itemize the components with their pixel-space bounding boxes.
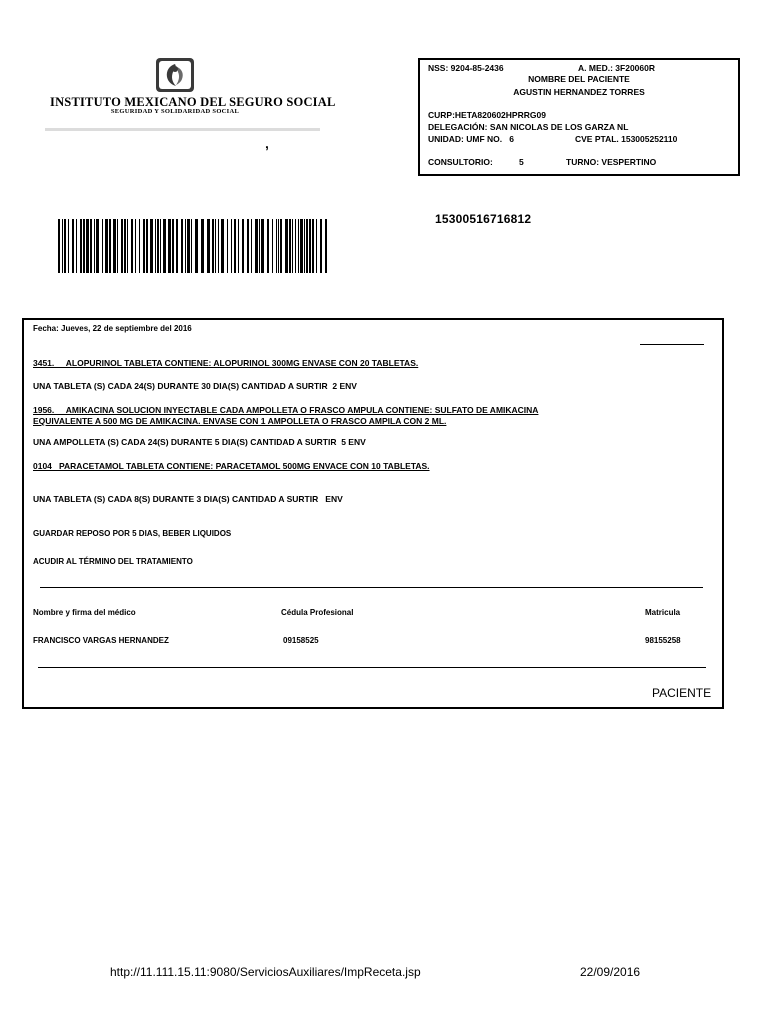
date-rule — [640, 344, 704, 345]
cedula-label: Cédula Profesional — [281, 608, 354, 617]
prescription-box — [22, 318, 724, 709]
prescription-date: Fecha: Jueves, 22 de septiembre del 2016 — [33, 324, 192, 333]
barcode-bar — [280, 219, 282, 273]
barcode-bar — [251, 219, 252, 273]
barcode-bar — [298, 219, 299, 273]
barcode-bar — [215, 219, 216, 273]
barcode-bar — [231, 219, 232, 273]
med-item-3: 0104 PARACETAMOL TABLETA CONTIENE: PARACETAMOL 500MG ENVACE CON 10 TABLETAS. — [33, 461, 430, 471]
stray-mark: ʼ — [265, 143, 269, 159]
barcode-bar — [300, 219, 303, 273]
nss: NSS: 9204-85-2436 — [428, 63, 504, 73]
barcode-bar — [255, 219, 258, 273]
barcode-bar — [242, 219, 244, 273]
barcode-bar — [227, 219, 228, 273]
barcode-bar — [312, 219, 314, 273]
barcode-bar — [320, 219, 322, 273]
barcode-bar — [68, 219, 69, 273]
consultorio-label: CONSULTORIO: — [428, 157, 493, 167]
institution-name: INSTITUTO MEXICANO DEL SEGURO SOCIAL — [50, 95, 336, 109]
patient-name-label: NOMBRE DEL PACIENTE — [528, 74, 630, 84]
barcode-bar — [267, 219, 269, 273]
consultorio-number: 5 — [519, 157, 524, 167]
doctor-name: FRANCISCO VARGAS HERNANDEZ — [33, 636, 169, 645]
turno: TURNO: VESPERTINO — [566, 157, 657, 167]
dose-item-1: UNA TABLETA (S) CADA 24(S) DURANTE 30 DIA(S) CANTIDAD A SURTIR 2 ENV — [33, 381, 357, 391]
barcode-bar — [292, 219, 293, 273]
barcode-bar — [176, 219, 178, 273]
barcode-bar — [113, 219, 116, 273]
imss-logo-icon — [155, 57, 195, 93]
barcode-bar — [295, 219, 296, 273]
barcode-bar — [304, 219, 305, 273]
barcode-bar — [191, 219, 192, 273]
barcode-bar — [234, 219, 236, 273]
cve-ptal: CVE PTAL. 153005252110 — [575, 134, 678, 144]
barcode-bar — [325, 219, 327, 273]
barcode-bar — [139, 219, 140, 273]
barcode-bar — [212, 219, 214, 273]
barcode-bar — [172, 219, 174, 273]
barcode-bar — [124, 219, 126, 273]
footer-date: 22/09/2016 — [580, 965, 641, 979]
barcode-bar — [238, 219, 239, 273]
med-item-2: 1956. AMIKACINA SOLUCION INYECTABLE CADA AMPOLLETA O FRASCO AMPULA CONTIENE: SULFATO DE AMIKACINA — [33, 405, 539, 415]
institution-tagline: SEGURIDAD Y SOLIDARIDAD SOCIAL — [110, 108, 240, 115]
barcode-bar — [90, 219, 92, 273]
doctor-label: Nombre y firma del médico — [33, 608, 136, 617]
barcode-bar — [309, 219, 311, 273]
barcode-bar — [109, 219, 111, 273]
barcode-bar — [83, 219, 85, 273]
barcode-bar — [117, 219, 118, 273]
barcode-bar — [105, 219, 108, 273]
barcode-bar — [64, 219, 66, 273]
barcode-bar — [143, 219, 145, 273]
barcode-bar — [62, 219, 63, 273]
barcode-number: 15300516716812 — [435, 212, 532, 226]
med-item-1: 3451. ALOPURINOL TABLETA CONTIENE: ALOPURINOL 300MG ENVASE CON 20 TABLETAS. — [33, 358, 419, 368]
barcode-bar — [247, 219, 249, 273]
barcode-bar — [185, 219, 186, 273]
barcode-bar — [135, 219, 136, 273]
barcode-bar — [316, 219, 317, 273]
barcode-bar — [72, 219, 74, 273]
note-followup: ACUDIR AL TÉRMINO DEL TRATAMIENTO — [33, 557, 193, 566]
a-med: A. MED.: 3F20060R — [578, 63, 655, 73]
barcode-bar — [155, 219, 156, 273]
barcode-bar — [207, 219, 210, 273]
barcode-bar — [289, 219, 291, 273]
barcode-bar — [76, 219, 77, 273]
barcode-bar — [218, 219, 219, 273]
barcode-bar — [221, 219, 224, 273]
patient-name: AGUSTIN HERNANDEZ TORRES — [513, 87, 645, 97]
matricula-label: Matricula — [645, 608, 681, 617]
barcode-bar — [276, 219, 277, 273]
barcode-bar — [278, 219, 279, 273]
barcode-bar — [181, 219, 183, 273]
matricula-number: 98155258 — [645, 636, 681, 645]
footer-url[interactable]: http://11.111.15.11:9080/ServiciosAuxiliares/ImpReceta.jsp — [110, 965, 421, 979]
barcode-bar — [150, 219, 153, 273]
barcode-bar — [259, 219, 260, 273]
barcode-bar — [131, 219, 133, 273]
signature-bottom-rule — [38, 667, 706, 668]
barcode-bar — [187, 219, 190, 273]
barcode-bar — [272, 219, 273, 273]
barcode-bar — [261, 219, 264, 273]
barcode-bar — [201, 219, 204, 273]
copy-label: PACIENTE — [652, 686, 712, 700]
barcode-bar — [102, 219, 103, 273]
barcode-bar — [80, 219, 82, 273]
barcode-image — [58, 219, 330, 273]
barcode-bar — [195, 219, 198, 273]
barcode-bar — [160, 219, 161, 273]
note-rest: GUARDAR REPOSO POR 5 DIAS, BEBER LIQUIDOS — [33, 529, 232, 538]
barcode-bar — [163, 219, 166, 273]
barcode-bar — [157, 219, 159, 273]
barcode-bar — [94, 219, 95, 273]
dose-item-3: UNA TABLETA (S) CADA 8(S) DURANTE 3 DIA(S) CANTIDAD A SURTIR ENV — [33, 494, 343, 504]
barcode-bar — [58, 219, 60, 273]
cedula-number: 09158525 — [283, 636, 319, 645]
unidad: UNIDAD: UMF NO. 6 — [428, 134, 514, 144]
signature-top-rule — [40, 587, 703, 588]
header-divider — [45, 128, 320, 131]
barcode-bar — [146, 219, 148, 273]
barcode-bar — [168, 219, 171, 273]
barcode-bar — [127, 219, 128, 273]
dose-item-2: UNA AMPOLLETA (S) CADA 24(S) DURANTE 5 DIA(S) CANTIDAD A SURTIR 5 ENV — [33, 437, 366, 447]
curp: CURP:HETA820602HPRRG09 — [428, 110, 546, 120]
barcode-bar — [86, 219, 89, 273]
barcode-bar — [306, 219, 308, 273]
med-item-2-cont: EQUIVALENTE A 500 MG DE AMIKACINA. ENVASE CON 1 AMPOLLETA O FRASCO AMPILA CON 2 ML. — [33, 416, 447, 426]
barcode-bar — [96, 219, 99, 273]
delegacion: DELEGACIÓN: SAN NICOLAS DE LOS GARZA NL — [428, 122, 629, 132]
barcode-bar — [121, 219, 123, 273]
barcode-bar — [285, 219, 288, 273]
